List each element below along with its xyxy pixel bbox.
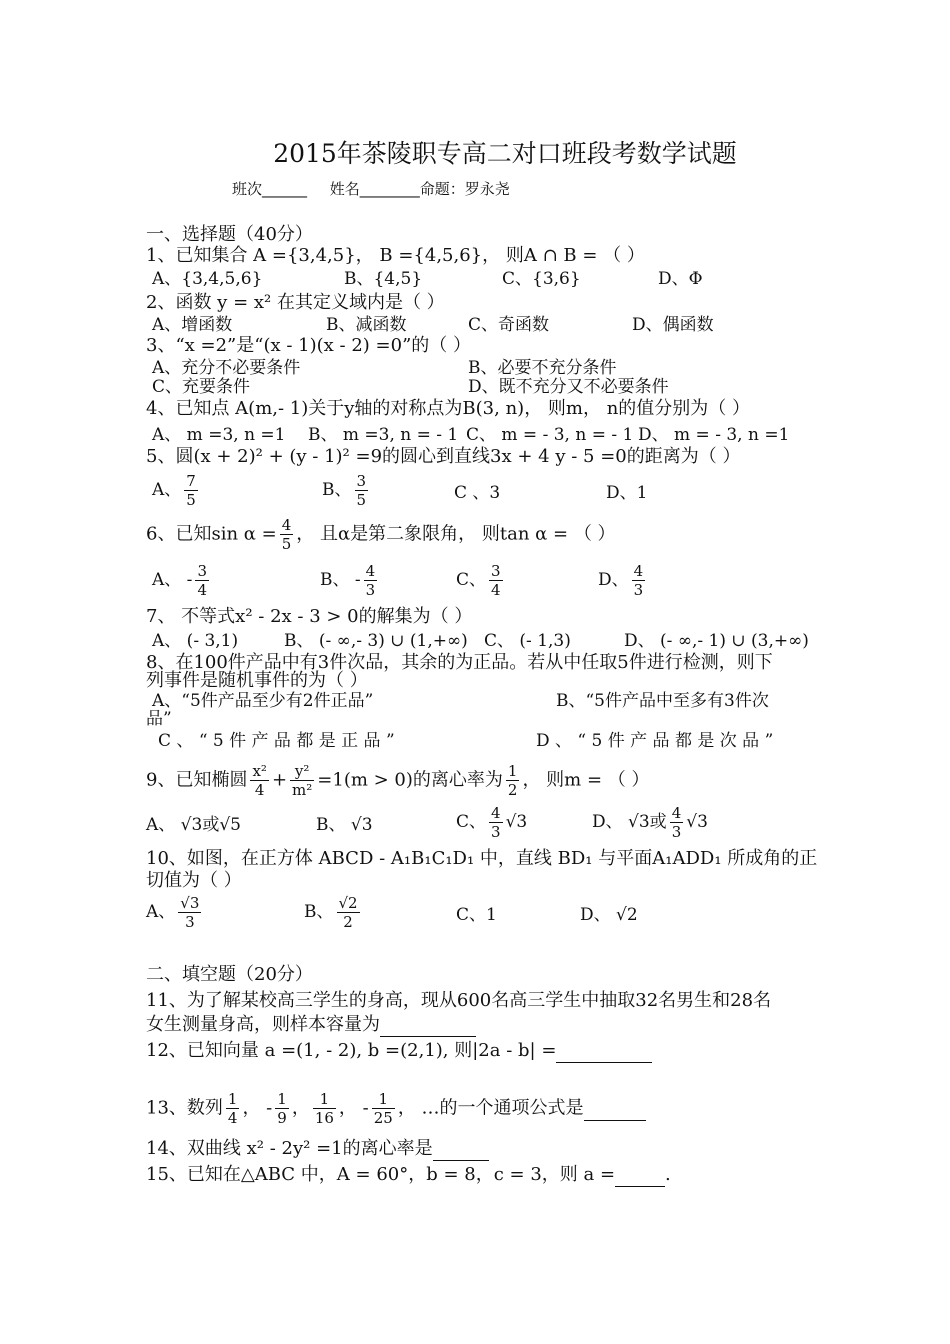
- q2-option-d: D、偶函数: [632, 315, 714, 335]
- q6-stem-den: 5: [281, 535, 292, 553]
- section-heading-fill: 二、填空题（20分）: [146, 964, 313, 985]
- q13-t1-den: 4: [227, 1109, 238, 1127]
- q13-t4-den: 25: [373, 1109, 393, 1127]
- q7-option-b: B、 (- ∞,- 3) ∪ (1,+∞): [284, 631, 468, 651]
- q9-f1-num: x²: [252, 762, 267, 780]
- q10-a-den: 3: [185, 913, 195, 931]
- q13-term-3: [313, 1090, 336, 1127]
- q6-b-label: B、 -: [320, 570, 361, 590]
- q10-b-fraction: [337, 894, 360, 931]
- q2-option-b: B、减函数: [326, 315, 407, 335]
- q15-end: .: [665, 1164, 671, 1185]
- q7-option-d: D、 (- ∞,- 1) ∪ (3,+∞): [624, 631, 809, 651]
- q9-c-den: 3: [491, 823, 501, 841]
- q9-f3-num: 1: [507, 762, 518, 780]
- q5-b-num: 3: [356, 472, 367, 490]
- q12-text: 12、已知向量 a =(1, - 2), b =(2,1), 则|2a - b| =: [146, 1040, 557, 1061]
- q2-option-a: A、增函数: [152, 315, 233, 335]
- q9-fraction-y: [290, 762, 314, 799]
- q13-sep-2: ，: [291, 1097, 310, 1119]
- q6-a-fraction: [195, 562, 209, 599]
- q2-option-c: C、奇函数: [468, 315, 550, 335]
- q5-b-label: B、: [322, 480, 352, 500]
- q9-stem-c: ， 则m = （ ）: [522, 769, 650, 791]
- q6-stem-fraction: [280, 516, 294, 553]
- q13-term-2: [275, 1090, 289, 1127]
- question-13: [146, 1090, 646, 1127]
- question-1-stem: 1、已知集合 A ={3,4,5}， B ={4,5,6}， 则A ∩ B = （ ）: [146, 245, 645, 266]
- q10-option-b: [304, 894, 363, 931]
- q3-option-d: D、既不充分又不必要条件: [468, 377, 669, 397]
- question-4-stem: 4、已知点 A(m,- 1)关于y轴的对称点为B(3, n)， 则m， n的值分别为（ ）: [146, 398, 751, 419]
- q5-a-label: A、: [152, 480, 182, 500]
- question-9-stem: [146, 762, 650, 799]
- q9-d-num: 4: [671, 804, 682, 822]
- q12-answer-blank: [556, 1040, 652, 1063]
- q4-option-d: D、 m = - 3, n =1: [638, 425, 790, 445]
- question-5-stem: 5、圆(x + 2)² + (y - 1)² =9的圆心到直线3x + 4 y - 5 =0的距离为（ ）: [146, 446, 741, 467]
- section-heading-choice: 一、选择题（40分）: [146, 224, 313, 245]
- q13-text-a: 13、数列: [146, 1097, 223, 1119]
- q6-stem-b: ， 且α是第二象限角， 则tan α = （ ）: [296, 523, 616, 545]
- q9-f2-num: y²: [290, 762, 314, 781]
- q13-t2-num: 1: [277, 1090, 287, 1108]
- name-field: 姓名________命题：罗永尧: [329, 180, 510, 198]
- q6-d-fraction: [632, 562, 646, 599]
- q9-option-d: [592, 804, 708, 841]
- q4-option-c: C、 m = - 3, n = - 1: [466, 425, 634, 445]
- q13-sep-1: ， -: [242, 1097, 273, 1119]
- q6-c-num: 3: [491, 562, 501, 580]
- question-3-stem: 3、“x =2”是“(x - 1)(x - 2) =0”的（ ）: [146, 335, 471, 356]
- q8-option-c: C 、 “ 5 件 产 品 都 是 正 品 ”: [158, 731, 395, 751]
- q6-c-den: 4: [491, 581, 501, 599]
- q9-plus: +: [271, 769, 288, 791]
- q13-sep-3: ， -: [338, 1097, 369, 1119]
- q6-a-den: 4: [197, 581, 207, 599]
- q9-c-num: 4: [491, 804, 501, 822]
- q6-option-d: [598, 562, 648, 599]
- q1-option-b: B、{4,5}: [344, 269, 423, 289]
- q9-option-b: B、 √3: [316, 815, 373, 835]
- q9-option-a: A、 √3或√5: [146, 815, 241, 835]
- q6-d-num: 4: [633, 562, 644, 580]
- q9-c-tail: √3: [505, 812, 528, 832]
- q4-option-b: B、 m =3, n = - 1: [308, 425, 459, 445]
- q9-c-fraction: [489, 804, 503, 841]
- q5-option-c: C 、3: [454, 483, 501, 503]
- q10-option-d: D、 √2: [580, 905, 638, 925]
- q5-a-den: 5: [186, 491, 196, 509]
- q3-option-a: A、充分不必要条件: [152, 358, 301, 378]
- q10-b-label: B、: [304, 902, 334, 922]
- q10-option-a: [146, 894, 204, 931]
- q6-b-fraction: [364, 562, 378, 599]
- q5-b-fraction: [355, 472, 369, 509]
- q5-b-den: 5: [356, 491, 367, 509]
- question-10-stem-line-1: 10、如图，在正方体 ABCD - A₁B₁C₁D₁ 中，直线 BD₁ 与平面A₁ADD₁ 所成角的正: [146, 848, 818, 869]
- q6-b-num: 4: [365, 562, 376, 580]
- q9-stem-a: 9、已知椭圆: [146, 769, 248, 791]
- q6-c-fraction: [489, 562, 503, 599]
- q13-t2-den: 9: [277, 1109, 287, 1127]
- q10-b-num: √2: [338, 894, 358, 912]
- q6-a-label: A、 -: [152, 570, 193, 590]
- q13-term-4: [372, 1090, 395, 1127]
- q10-a-fraction: [178, 894, 201, 931]
- q8-option-b-continued: 品”: [146, 709, 172, 729]
- q5-a-fraction: [184, 472, 198, 509]
- q5-option-d: D、1: [606, 483, 648, 503]
- q3-option-c: C、充要条件: [152, 377, 251, 397]
- q14-text: 14、双曲线 x² - 2y² =1的离心率是: [146, 1138, 433, 1159]
- class-field: 班次______: [232, 180, 308, 198]
- q13-term-1: [226, 1090, 240, 1127]
- q13-t3-den: 16: [314, 1109, 334, 1127]
- q6-d-den: 3: [633, 581, 644, 599]
- q13-t1-num: 1: [227, 1090, 238, 1108]
- q13-t4-num: 1: [372, 1090, 395, 1109]
- q9-f3-den: 2: [507, 781, 518, 799]
- q8-option-a: A、“5件产品至少有2件正品”: [152, 691, 374, 711]
- q9-d-den: 3: [671, 823, 682, 841]
- q14-answer-blank: [433, 1138, 489, 1161]
- q13-text-b: ， …的一个通项公式是: [397, 1097, 584, 1119]
- exam-title: 2015年茶陵职专高二对口班段考数学试题: [273, 139, 737, 168]
- q10-option-c: C、1: [456, 905, 497, 925]
- q9-option-c: [456, 804, 527, 841]
- q13-answer-blank: [584, 1098, 646, 1121]
- question-2-stem: 2、函数 y = x² 在其定义域内是（ ）: [146, 292, 445, 313]
- question-7-stem: 7、 不等式x² - 2x - 3 > 0的解集为（ ）: [146, 606, 473, 627]
- question-8-stem-line-1: 8、在100件产品中有3件次品，其余的为正品。若从中任取5件进行检测，则下: [146, 652, 773, 673]
- q9-c-label: C、: [456, 812, 487, 832]
- q6-option-a: [152, 562, 212, 599]
- question-8-stem-line-2: 列事件是随机事件的为（ ）: [146, 670, 368, 691]
- question-15: [146, 1164, 671, 1187]
- question-6-stem: [146, 516, 616, 553]
- q6-b-den: 3: [365, 581, 376, 599]
- q9-f1-den: 4: [254, 781, 265, 799]
- question-14: [146, 1138, 489, 1161]
- q11-answer-blank: [380, 1014, 476, 1037]
- q1-option-c: C、{3,6}: [502, 269, 581, 289]
- q15-answer-blank: [615, 1164, 665, 1187]
- q5-option-b: [322, 472, 371, 509]
- question-10-stem-line-2: 切值为（ ）: [146, 870, 242, 891]
- q6-d-label: D、: [598, 570, 629, 590]
- q7-option-a: A、 (- 3,1): [152, 631, 239, 651]
- q10-a-num: √3: [180, 894, 200, 912]
- q4-option-a: A、 m =3, n =1: [152, 425, 286, 445]
- question-12: [146, 1040, 652, 1063]
- q8-option-b: B、“5件产品中至多有3件次: [556, 691, 769, 711]
- q9-f2-den: m²: [292, 781, 313, 799]
- q1-option-d: D、Φ: [658, 269, 703, 289]
- q11-text: 女生测量身高，则样本容量为: [146, 1014, 380, 1035]
- question-11-line-2: [146, 1014, 476, 1037]
- q8-option-d: D 、 “ 5 件 产 品 都 是 次 品 ”: [536, 731, 774, 751]
- q9-d-label: D、 √3或: [592, 812, 667, 832]
- q6-c-label: C、: [456, 570, 487, 590]
- q9-d-tail: √3: [686, 812, 708, 832]
- q7-option-c: C、 (- 1,3): [484, 631, 571, 651]
- q3-option-b: B、必要不充分条件: [468, 358, 617, 378]
- q6-a-num: 3: [197, 562, 207, 580]
- q5-option-a: [152, 472, 201, 509]
- question-11-line-1: 11、为了解某校高三学生的身高，现从600名高三学生中抽取32名男生和28名: [146, 990, 772, 1011]
- exam-meta: [232, 178, 528, 199]
- q9-fraction-x: [250, 762, 268, 799]
- q6-option-b: [320, 562, 380, 599]
- q6-option-c: [456, 562, 506, 599]
- q9-stem-b: =1(m > 0)的离心率为: [317, 769, 503, 791]
- q5-a-num: 7: [186, 472, 196, 490]
- q10-a-label: A、: [146, 902, 176, 922]
- q6-stem-a: 6、已知sin α =: [146, 523, 277, 545]
- q15-text: 15、已知在△ABC 中，A = 60°，b = 8，c = 3，则 a =: [146, 1164, 616, 1185]
- q9-fraction-e: [506, 762, 520, 799]
- q9-d-fraction: [670, 804, 684, 841]
- q10-b-den: 2: [343, 913, 353, 931]
- q6-stem-num: 4: [281, 516, 292, 534]
- q13-t3-num: 1: [313, 1090, 336, 1109]
- q1-option-a: A、{3,4,5,6}: [152, 269, 263, 289]
